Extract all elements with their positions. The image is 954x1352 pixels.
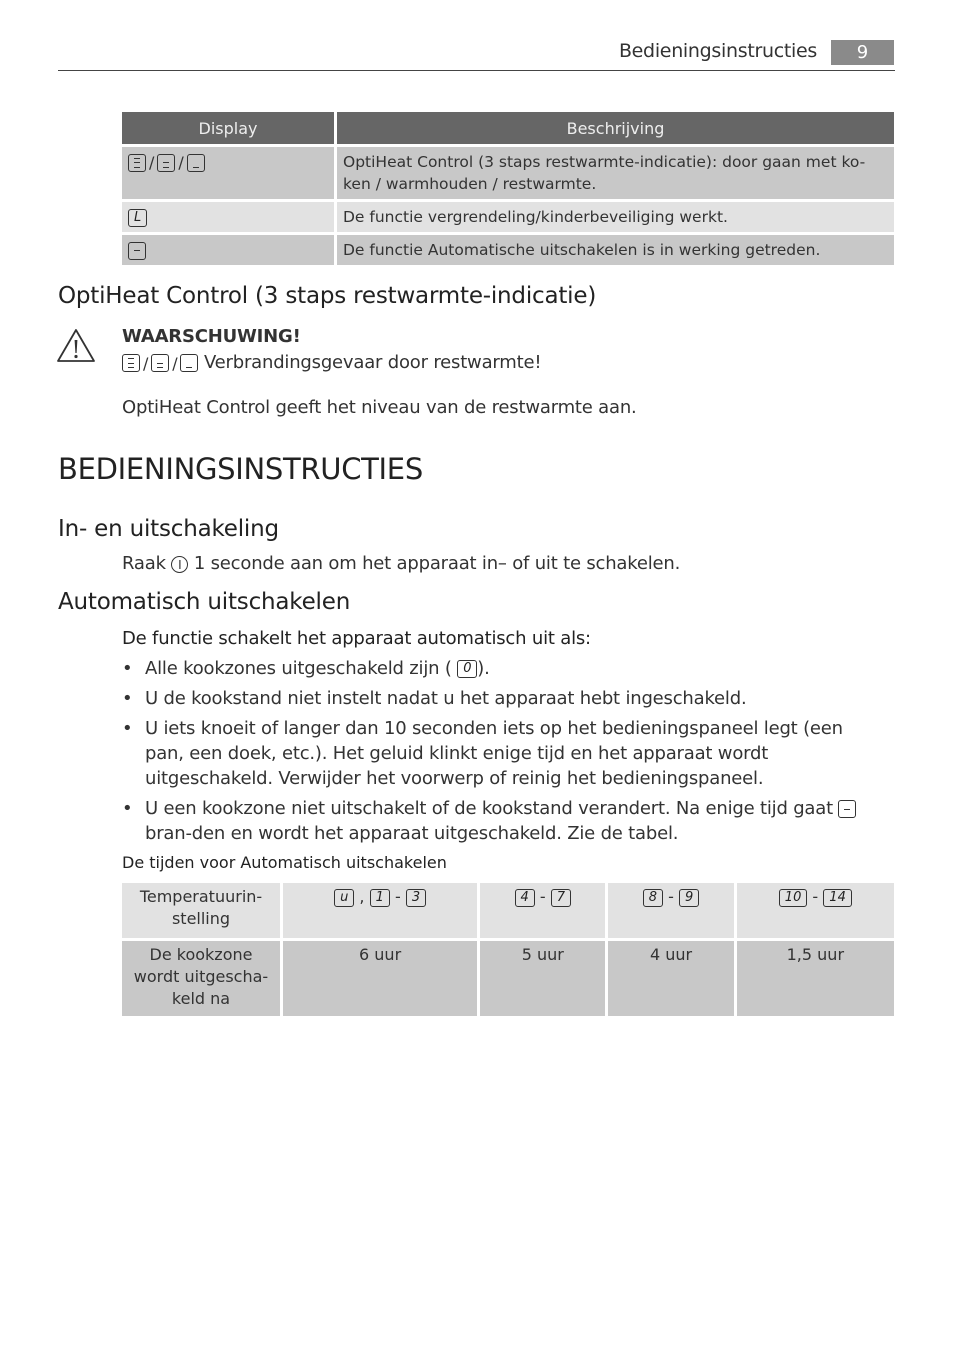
warning-triangle-icon bbox=[56, 328, 96, 364]
residual-heat-2-icon bbox=[151, 354, 169, 372]
row-label: Temperatuurin-stelling bbox=[122, 883, 280, 938]
switching-text bbox=[122, 553, 680, 574]
list-item: • U iets knoeit of langer dan 10 seconden iets op het bedieningspaneel legt (een pan, een doek, etc.). Het geluid klinkt enige tijd en het apparaat wordt uitgeschakeld. Verwijder het voorwerp of reinig het bedieningspaneel. bbox=[122, 716, 887, 791]
auto-off-list bbox=[122, 656, 887, 851]
auto-off-heading: Automatisch uitschakelen bbox=[58, 589, 351, 615]
setting-cell: 10 - 14 bbox=[737, 883, 894, 938]
time-cell: 6 uur bbox=[283, 941, 477, 1016]
switching-text-after: 1 seconde aan om het apparaat in– of uit te schakelen. bbox=[193, 553, 681, 574]
header-rule bbox=[58, 70, 895, 71]
display-table bbox=[119, 109, 897, 268]
table-row bbox=[122, 202, 894, 232]
setting-symbol: 9 bbox=[679, 889, 699, 907]
setting-symbol: 4 bbox=[515, 889, 535, 907]
power-icon: I bbox=[171, 556, 188, 573]
display-cell bbox=[122, 235, 334, 265]
residual-heat-3-icon bbox=[128, 154, 146, 172]
page-number: 9 bbox=[831, 40, 894, 65]
setting-symbol: 8 bbox=[643, 889, 663, 907]
time-cell: 1,5 uur bbox=[737, 941, 894, 1016]
header-title: Bedieningsinstructies bbox=[618, 40, 817, 62]
display-cell: / / bbox=[122, 147, 334, 199]
setting-symbol: 3 bbox=[406, 889, 426, 907]
list-item: • U de kookstand niet instelt nadat u het apparaat hebt ingeschakeld. bbox=[122, 686, 887, 711]
display-header: Display bbox=[122, 112, 334, 144]
bullet1-end: ). bbox=[477, 658, 490, 679]
setting-cell: u , 1 - 3 bbox=[283, 883, 477, 938]
description-header: Beschrijving bbox=[337, 112, 894, 144]
setting-symbol: 10 bbox=[779, 889, 808, 907]
setting-symbol: 1 bbox=[370, 889, 390, 907]
main-heading: BEDIENINGSINSTRUCTIES bbox=[58, 452, 423, 486]
optiheat-heading: OptiHeat Control (3 staps restwarmte-indicatie) bbox=[58, 283, 597, 309]
residual-heat-3-icon bbox=[122, 354, 140, 372]
switching-text-before: Raak bbox=[122, 553, 166, 574]
residual-heat-1-icon bbox=[187, 154, 205, 172]
bullet4-text-end: bran-den en wordt het apparaat uitgeschakeld. Zie de tabel. bbox=[145, 823, 679, 844]
residual-heat-2-icon bbox=[157, 154, 175, 172]
switching-heading: In- en uitschakeling bbox=[58, 516, 279, 542]
setting-symbol: u bbox=[334, 889, 354, 907]
warning-line: / / Verbrandingsgevaar door restwarmte! bbox=[122, 352, 541, 373]
dash-icon bbox=[838, 800, 856, 818]
table-row bbox=[122, 147, 894, 199]
description-cell: De functie Automatische uitschakelen is in werking getreden. bbox=[337, 235, 894, 265]
list-item bbox=[122, 656, 887, 681]
table-row bbox=[122, 235, 894, 265]
setting-symbol: 14 bbox=[823, 889, 852, 907]
bullet4-text: U een kookzone niet uitschakelt of de kookstand verandert. Na enige tijd gaat bbox=[145, 798, 833, 819]
setting-cell: 8 - 9 bbox=[608, 883, 733, 938]
zero-icon: 0 bbox=[457, 660, 477, 678]
display-cell bbox=[122, 202, 334, 232]
optiheat-body: OptiHeat Control geeft het niveau van de restwarmte aan. bbox=[122, 397, 637, 418]
setting-cell: 4 - 7 bbox=[480, 883, 605, 938]
auto-off-intro: De functie schakelt het apparaat automatisch uit als: bbox=[122, 628, 591, 649]
bullet1-text: Alle kookzones uitgeschakeld zijn ( bbox=[145, 658, 452, 679]
description-cell: OptiHeat Control (3 staps restwarmte-indicatie): door gaan met ko-ken / warmhouden / restwarmte. bbox=[337, 147, 894, 199]
description-cell: De functie vergrendeling/kinderbeveiliging werkt. bbox=[337, 202, 894, 232]
setting-symbol: 7 bbox=[551, 889, 571, 907]
time-cell: 5 uur bbox=[480, 941, 605, 1016]
residual-heat-1-icon bbox=[180, 354, 198, 372]
warning-text: Verbrandingsgevaar door restwarmte! bbox=[203, 352, 542, 373]
row-label: De kookzone wordt uitgescha-keld na bbox=[122, 941, 280, 1016]
table-row bbox=[122, 941, 894, 1016]
time-cell: 4 uur bbox=[608, 941, 733, 1016]
table-row bbox=[122, 883, 894, 938]
list-item bbox=[122, 796, 887, 846]
dash-icon bbox=[128, 242, 146, 260]
auto-off-table bbox=[119, 880, 897, 1019]
warning-title: WAARSCHUWING! bbox=[122, 326, 301, 347]
lock-L-icon: L bbox=[128, 209, 147, 227]
table-caption: De tijden voor Automatisch uitschakelen bbox=[122, 853, 447, 872]
